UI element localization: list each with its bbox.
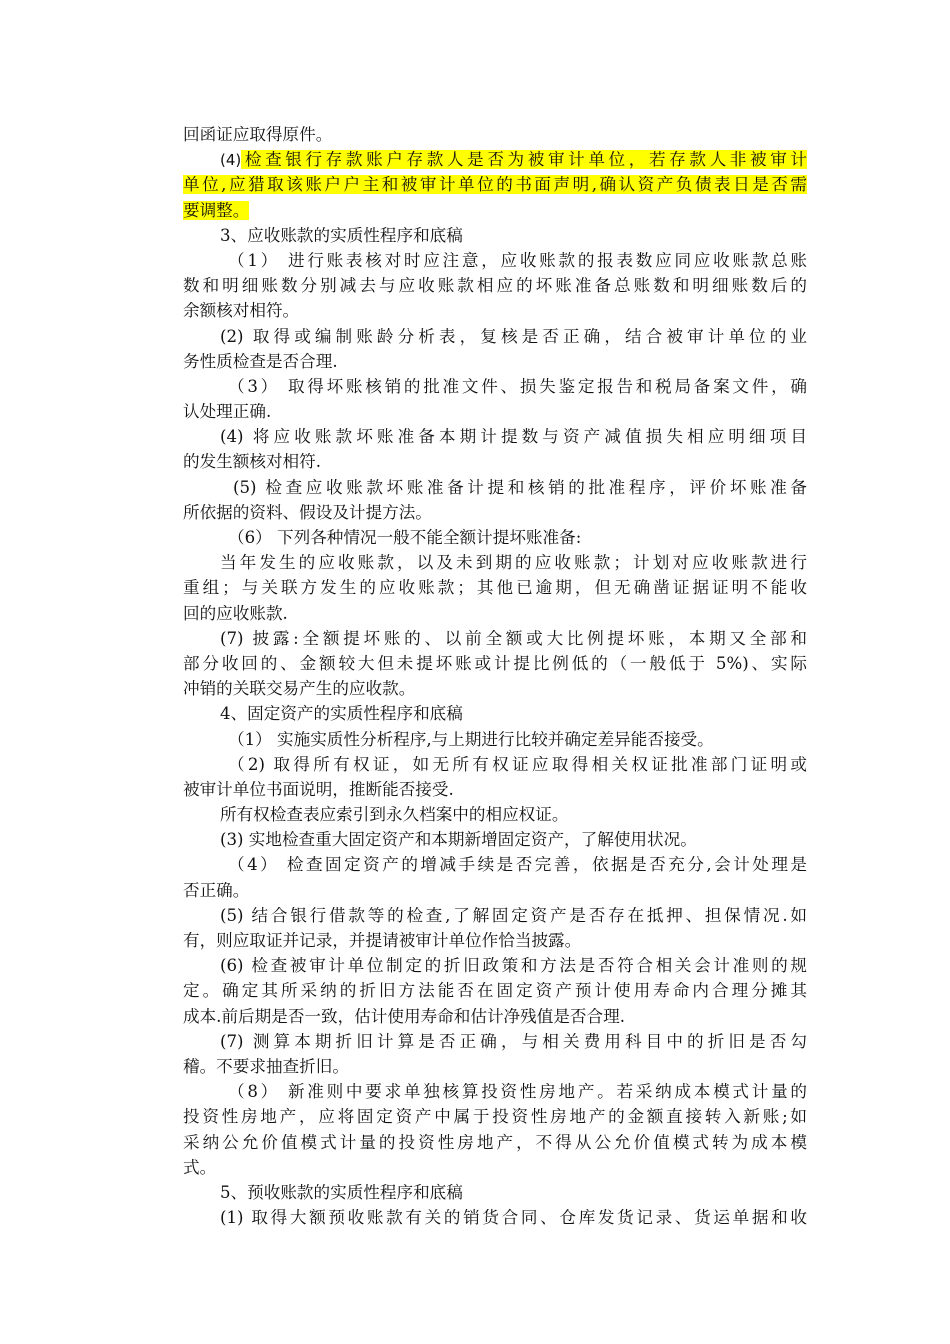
line-text: 冲销的关联交易产生的应收款。 [183, 679, 416, 699]
text-line [183, 475, 807, 500]
line-text: (6) 检查被审计单位制定的折旧政策和方法是否符合相关会计准则的规 [220, 956, 807, 976]
line-text: 认处理正确. [183, 402, 272, 422]
text-line [183, 1130, 807, 1155]
text-line [183, 1155, 807, 1180]
text-line [183, 424, 807, 449]
document-page [183, 122, 807, 1230]
text-line [183, 953, 807, 978]
text-line [183, 298, 807, 323]
text-line [183, 802, 807, 827]
line-text: 当年发生的应收账款，以及未到期的应收账款；计划对应收账款进行 [220, 553, 807, 573]
text-line [183, 903, 807, 928]
text-line [183, 500, 807, 525]
text-line [183, 273, 807, 298]
line-text: 5、预收账款的实质性程序和底稿 [220, 1182, 463, 1202]
highlighted-text: 单位,应猎取该账户户主和被审计单位的书面声明,确认资产负债表日是否需 [183, 175, 807, 195]
line-text: 的发生额核对相符. [183, 452, 322, 472]
text-line [183, 1004, 807, 1029]
text-line [183, 727, 807, 752]
text-line [183, 550, 807, 575]
text-line [183, 248, 807, 273]
text-line [183, 752, 807, 777]
line-text: 重组；与关联方发生的应收账款；其他已逾期，但无确凿证据证明不能收 [183, 578, 807, 598]
line-text: (4) 将应收账款坏账准备本期计提数与资产减值损失相应明细项目 [220, 427, 807, 447]
line-text: （1） 实施实质性分析程序,与上期进行比较并确定差异能否接受。 [228, 729, 714, 749]
text-line [183, 601, 807, 626]
line-text: (5) 检查应收账款坏账准备计提和核销的批准程序，评价坏账准备 [233, 477, 807, 497]
text-line [183, 928, 807, 953]
text-line [183, 172, 807, 197]
text-line [183, 324, 807, 349]
text-line [183, 1054, 807, 1079]
text-line [183, 198, 807, 223]
line-text: 采纳公允价值模式计量的投资性房地产，不得从公允价值模式转为成本模 [183, 1132, 807, 1152]
line-text: (7) 披露:全额提坏账的、以前全额或大比例提坏账，本期又全部和 [220, 628, 807, 648]
line-text: 成本.前后期是否一致，估计使用寿命和估计净残值是否合理. [183, 1006, 625, 1026]
line-text: 投资性房地产，应将固定资产中属于投资性房地产的金额直接转入新账;如 [183, 1107, 807, 1127]
text-line [183, 1205, 807, 1230]
text-line [183, 449, 807, 474]
line-text: (5) 结合银行借款等的检查,了解固定资产是否存在抵押、担保情况.如 [220, 905, 807, 925]
line-text: 务性质检查是否合理. [183, 351, 338, 371]
text-line [183, 651, 807, 676]
line-text: (1) 取得大额预收账款有关的销货合同、仓库发货记录、货运单据和收 [220, 1208, 807, 1228]
line-text: (2) 取得或编制账龄分析表，复核是否正确，结合被审计单位的业 [220, 326, 807, 346]
list-number: (4) [220, 151, 242, 170]
text-line [183, 676, 807, 701]
text-line [183, 1180, 807, 1205]
text-line [183, 626, 807, 651]
line-text: 定。确定其所采纳的折旧方法能否在固定资产预计使用寿命内合理分摊其 [183, 981, 807, 1001]
line-text: 式。 [183, 1157, 217, 1177]
text-line [183, 701, 807, 726]
text-line [183, 878, 807, 903]
line-text: (7) 测算本期折旧计算是否正确，与相关费用科目中的折旧是否勾 [220, 1031, 807, 1051]
text-line [183, 525, 807, 550]
text-line [183, 978, 807, 1003]
text-line [183, 827, 807, 852]
line-text: （6） 下列各种情况一般不能全额计提坏账准备: [228, 528, 582, 547]
line-text: 4、固定资产的实质性程序和底稿 [220, 704, 463, 724]
highlighted-text: 检查银行存款账户存款人是否为被审计单位，若存款人非被审计 [241, 150, 807, 170]
text-line [183, 349, 807, 374]
text-line [183, 374, 807, 399]
line-text: 否正确。 [183, 880, 250, 900]
text-line [183, 575, 807, 600]
text-line [183, 1079, 807, 1104]
line-text: 所有权检查表应索引到永久档案中的相应权证。 [220, 805, 569, 825]
text-line [183, 1029, 807, 1054]
text-line [183, 147, 807, 172]
line-text: （3） 取得坏账核销的批准文件、损失鉴定报告和税局备案文件，确 [228, 376, 807, 396]
text-line [183, 399, 807, 424]
line-text: 有，则应取证并记录，并提请被审计单位作恰当披露。 [183, 931, 582, 950]
text-line [183, 1104, 807, 1129]
line-text: (3) 实地检查重大固定资产和本期新增固定资产，了解使用状况。 [220, 830, 697, 850]
text-line [183, 223, 807, 248]
line-text: 3、应收账款的实质性程序和底稿 [220, 225, 463, 245]
line-text: 数和明细账数分别减去与应收账款相应的坏账准备总账数和明细账数后的 [183, 276, 807, 296]
line-text: 部分收回的、金额较大但未提坏账或计提比例低的（一般低于 5%)、实际 [183, 653, 807, 673]
line-text: （4） 检查固定资产的增减手续是否完善，依据是否充分,会计处理是 [228, 855, 807, 875]
line-text: 回函证应取得原件。 [183, 125, 333, 144]
text-line [183, 122, 807, 147]
highlighted-text: 要调整。 [183, 200, 250, 220]
line-text: 回的应收账款. [183, 603, 288, 623]
line-text: 稽。不要求抽查折旧。 [183, 1056, 349, 1076]
line-text: （1） 进行账表核对时应注意，应收账款的报表数应同应收账款总账 [228, 250, 807, 270]
line-text: 被审计单位书面说明，推断能否接受. [183, 779, 454, 799]
line-text: （8） 新准则中要求单独核算投资性房地产。若采纳成本模式计量的 [228, 1082, 807, 1102]
line-text: 所依据的资料、假设及计提方法。 [183, 502, 432, 522]
line-text: 余额核对相符。 [183, 301, 300, 321]
text-line [183, 777, 807, 802]
text-line [183, 852, 807, 877]
line-text: （2) 取得所有权证，如无所有权证应取得相关权证批准部门证明或 [228, 754, 807, 774]
